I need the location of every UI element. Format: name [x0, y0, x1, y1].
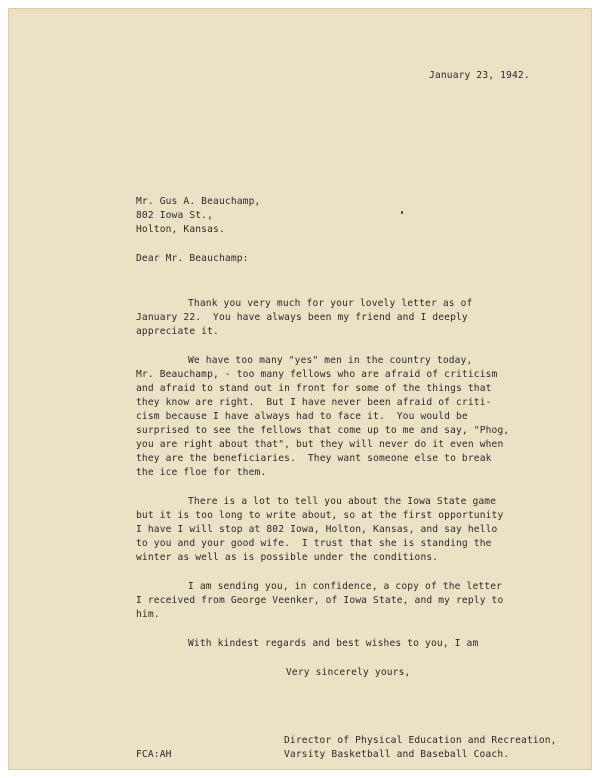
paragraph-1-line-2: January 22. You have always been my friend and I deeply [136, 312, 468, 323]
recipient-street: 802 Iowa St., [136, 210, 214, 221]
salutation: Dear Mr. Beauchamp: [136, 253, 249, 264]
letter-date: January 23, 1942. [429, 70, 530, 81]
paragraph-2-line-9: the ice floe for them. [136, 467, 267, 478]
initials: FCA:AH [136, 749, 172, 760]
paragraph-5-line-1: With kindest regards and best wishes to you, I am [188, 638, 479, 649]
ink-speck [401, 211, 403, 214]
paragraph-1-line-1: Thank you very much for your lovely letter as of [188, 298, 473, 309]
recipient-name: Mr. Gus A. Beauchamp, [136, 196, 261, 207]
paragraph-3-line-2: but it is too long to write about, so at the first opportunity [136, 510, 504, 521]
letter-page [8, 8, 592, 770]
closing: Very sincerely yours, [286, 667, 411, 678]
paragraph-1-line-3: appreciate it. [136, 326, 219, 337]
recipient-city: Holton, Kansas. [136, 224, 225, 235]
paragraph-4-line-1: I am sending you, in confidence, a copy of the letter [188, 581, 503, 592]
paragraph-2-line-4: they know are right. But I have never been afraid of criti- [136, 397, 492, 408]
paragraph-2-line-1: We have too many "yes" men in the country today, [188, 355, 473, 366]
paragraph-2-line-7: you are right about that", but they will never do it even when [136, 439, 504, 450]
paragraph-3-line-3: I have I will stop at 802 Iowa, Holton, Kansas, and say hello [136, 524, 498, 535]
signature-title-line-2: Varsity Basketball and Baseball Coach. [284, 749, 510, 760]
signature-title-line-1: Director of Physical Education and Recreation, [284, 735, 557, 746]
paragraph-3-line-5: winter as well as is possible under the conditions. [136, 552, 439, 563]
paragraph-2-line-8: they are the beneficiaries. They want someone else to break [136, 453, 492, 464]
paragraph-3-line-4: to you and your good wife. I trust that she is standing the [136, 538, 492, 549]
paragraph-4-line-3: him. [136, 609, 160, 620]
paragraph-2-line-6: surprised to see the fellows that come up to me and say, "Phog, [136, 425, 510, 436]
paragraph-4-line-2: I received from George Veenker, of Iowa State, and my reply to [136, 595, 504, 606]
paragraph-2-line-5: cism because I have always had to face it. You would be [136, 411, 468, 422]
paragraph-2-line-2: Mr. Beauchamp, - too many fellows who are afraid of criticism [136, 369, 498, 380]
paragraph-2-line-3: and afraid to stand out in front for some of the things that [136, 383, 492, 394]
paragraph-3-line-1: There is a lot to tell you about the Iowa State game [188, 496, 497, 507]
